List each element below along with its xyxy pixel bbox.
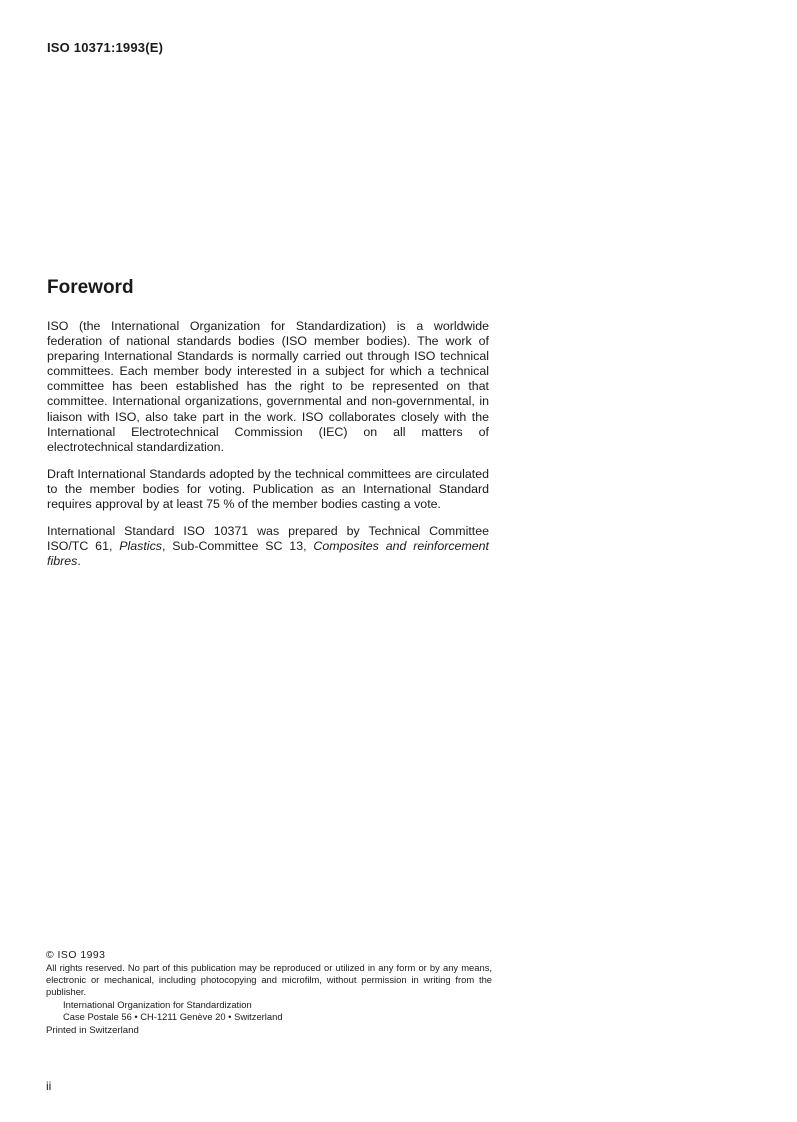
page-number: ii: [46, 1079, 52, 1093]
copyright-block: [46, 950, 492, 1037]
copyright-line: © ISO 1993: [46, 950, 106, 961]
document-id: ISO 10371:1993(E): [47, 40, 164, 55]
foreword-body: [47, 319, 489, 581]
section-heading: Foreword: [47, 277, 134, 298]
paragraph-iso-description: ISO (the International Organization for Standardization) is a worldwide federation of national standards bodies (ISO member bodies). The work of preparing International Standards is normally carried out through ISO technical committees. Each member body interested in a subject for which a technical committee has been established has the right to be represented on that committee. International organizations, governmental and non-governmental, in liaison with ISO, also take part in the work. ISO collaborates closely with the International Electrotechnical Commission (IEC) on all matters of electrotechnical standardization.: [47, 319, 489, 454]
paragraph-committee-text-3: .: [77, 554, 81, 569]
paragraph-committee-italic-1: Plastics: [119, 539, 162, 554]
paragraph-committee-italic-2: Composites and reinforcement fibres: [47, 539, 489, 569]
publisher-name: International Organization for Standardization: [63, 999, 252, 1010]
publisher-postal-address: Case Postale 56 • CH-1211 Genève 20 • Switzerland: [63, 1011, 283, 1022]
rights-statement: All rights reserved. No part of this publication may be reproduced or utilized in any form or by any means, electronic or mechanical, including photocopying and microfilm, without permission in writing from the publisher.: [46, 962, 492, 997]
printed-location: Printed in Switzerland: [46, 1025, 139, 1036]
paragraph-draft-standards: Draft International Standards adopted by the technical committees are circulated to the member bodies for voting. Publication as an International Standard requires approval by at least 75 % of the member bodies casting a vote.: [47, 466, 489, 512]
publisher-address: [46, 999, 492, 1023]
paragraph-committee-text-1: International Standard ISO 10371 was prepared by Technical Committee ISO/TC 61,: [47, 524, 489, 554]
paragraph-committee-text-2: , Sub-Committee SC 13,: [161, 539, 314, 554]
paragraph-committee: [47, 524, 489, 569]
